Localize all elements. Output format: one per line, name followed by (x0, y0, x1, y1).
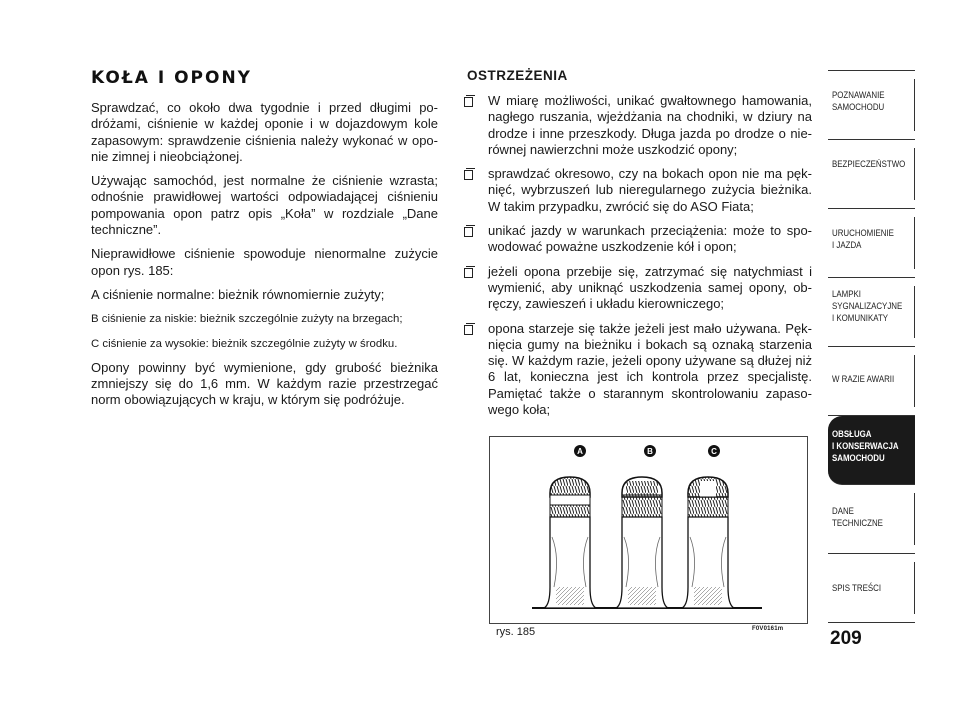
tab-lampki-sygnalizacyjne[interactable]: LAMPKI SYGNALIZACYJNE I KOMUNIKATY (828, 278, 915, 347)
svg-text:B: B (647, 447, 653, 456)
tab-bezpieczenstwo[interactable]: BEZPIECZEŃSTWO (828, 140, 915, 209)
left-column (91, 100, 438, 417)
tab-obsluga-i-konserwacja[interactable]: OBSŁUGA I KONSERWACJA SAMOCHODU (828, 416, 915, 485)
checkbox-bullet-icon (464, 227, 477, 235)
checkbox-bullet-icon (464, 268, 477, 276)
warning-item: W miarę możliwości, unikać gwałtownego hamowania, nagłego ruszania, wjeżdżania na chodniki, w dziury na drodze i inne przeszkody. Długa jazda po drodze o nie-równej nawierzchni może uszkodzić opony; (464, 93, 812, 158)
checkbox-bullet-icon (464, 97, 477, 105)
svg-text:C: C (711, 447, 717, 456)
figure-code: F0V0161m (752, 626, 784, 632)
paragraph-abnormal-wear: Nieprawidłowe ciśnienie spowoduje nienormalne zużycie opon rys. 185: (91, 246, 438, 278)
tire-c (682, 477, 734, 608)
tab-uruchomienie-i-jazda[interactable]: URUCHOMIENIE I JAZDA (828, 209, 915, 278)
checkbox-bullet-icon (464, 325, 477, 333)
section-title: KOŁA I OPONY (91, 68, 252, 88)
tab-spis-tresci[interactable]: SPIS TREŚCI (828, 554, 915, 623)
warning-item: sprawdzać okresowo, czy na bokach opon nie ma pęk-nięć, wybrzuszeń lub nieregularnego zużycia bieżnika. W takim przypadku, zwrócić się do ASO Fiata; (464, 166, 812, 215)
marker-c (708, 445, 720, 457)
tire-wear-illustration (490, 437, 807, 623)
warnings-list (464, 93, 812, 426)
warning-item: opona starzeje się także jeżeli jest mało używana. Pęk-nięcia gumy na bieżniku i bokach są oznaką starzenia się. W każdym razie, jeżeli opony używane są dłużej niż 6 lat, konieczna jest ich kontrola przez specjalistę. Pamiętać także o starannym skontrolowaniu zapaso-wego koła; (464, 321, 812, 419)
item-b: B ciśnienie za niskie: bieżnik szczególnie zużyty na brzegach; (91, 313, 403, 326)
tire-a (544, 477, 596, 608)
tab-dane-techniczne[interactable]: DANE TECHNICZNE (828, 485, 915, 554)
tab-w-razie-awarii[interactable]: W RAZIE AWARII (828, 347, 915, 416)
marker-b (644, 445, 656, 457)
tire-b (616, 477, 668, 608)
paragraph-pressure-check: Sprawdzać, co około dwa tygodnie i przed długimi po-dróżami, ciśnienie w każdej oponie i w dojazdowym kole zapasowym: sprawdzenie ciśnienia należy wykonać w opo-nie zimnej i nieobciążonej. (91, 100, 438, 164)
warnings-title: OSTRZEŻENIA (467, 68, 568, 83)
tab-poznawanie-samochodu[interactable]: POZNAWANIE SAMOCHODU (828, 70, 915, 140)
item-a: A ciśnienie normalne: bieżnik równomiernie zużyty; (91, 286, 385, 302)
warning-item: jeżeli opona przebije się, zatrzymać się natychmiast i wymienić, aby uniknąć uszkodzenia samej opony, ob-ręczy, zawieszeń i układu kierowniczego; (464, 264, 812, 313)
svg-text:A: A (577, 447, 583, 456)
paragraph-pressure-rise: Używając samochód, jest normalne że ciśnienie wzrasta; odnośnie prawidłowej wartości odpowiadającej ciśnieniu pompowania opon patrz opis „Koła” w rozdziale „Dane techniczne”. (91, 173, 438, 238)
page-number: 209 (830, 628, 862, 649)
paragraph-replacement: Opony powinny być wymienione, gdy grubość bieżnika zmniejszy się do 1,6 mm. W każdym razie przestrzegać norm obowiązujących w kraju, w którym się podróżuje. (91, 359, 438, 408)
item-c: C ciśnienie za wysokie: bieżnik szczególnie zużyty w środku. (91, 337, 398, 350)
chapter-sidebar (828, 70, 915, 623)
marker-a (574, 445, 586, 457)
figure-caption: rys. 185 (496, 626, 536, 638)
tire-wear-figure (489, 436, 808, 624)
warning-item: unikać jazdy w warunkach przeciążenia: może to spo-wodować poważne uszkodzenie kół i opon; (464, 223, 812, 256)
checkbox-bullet-icon (464, 170, 477, 178)
